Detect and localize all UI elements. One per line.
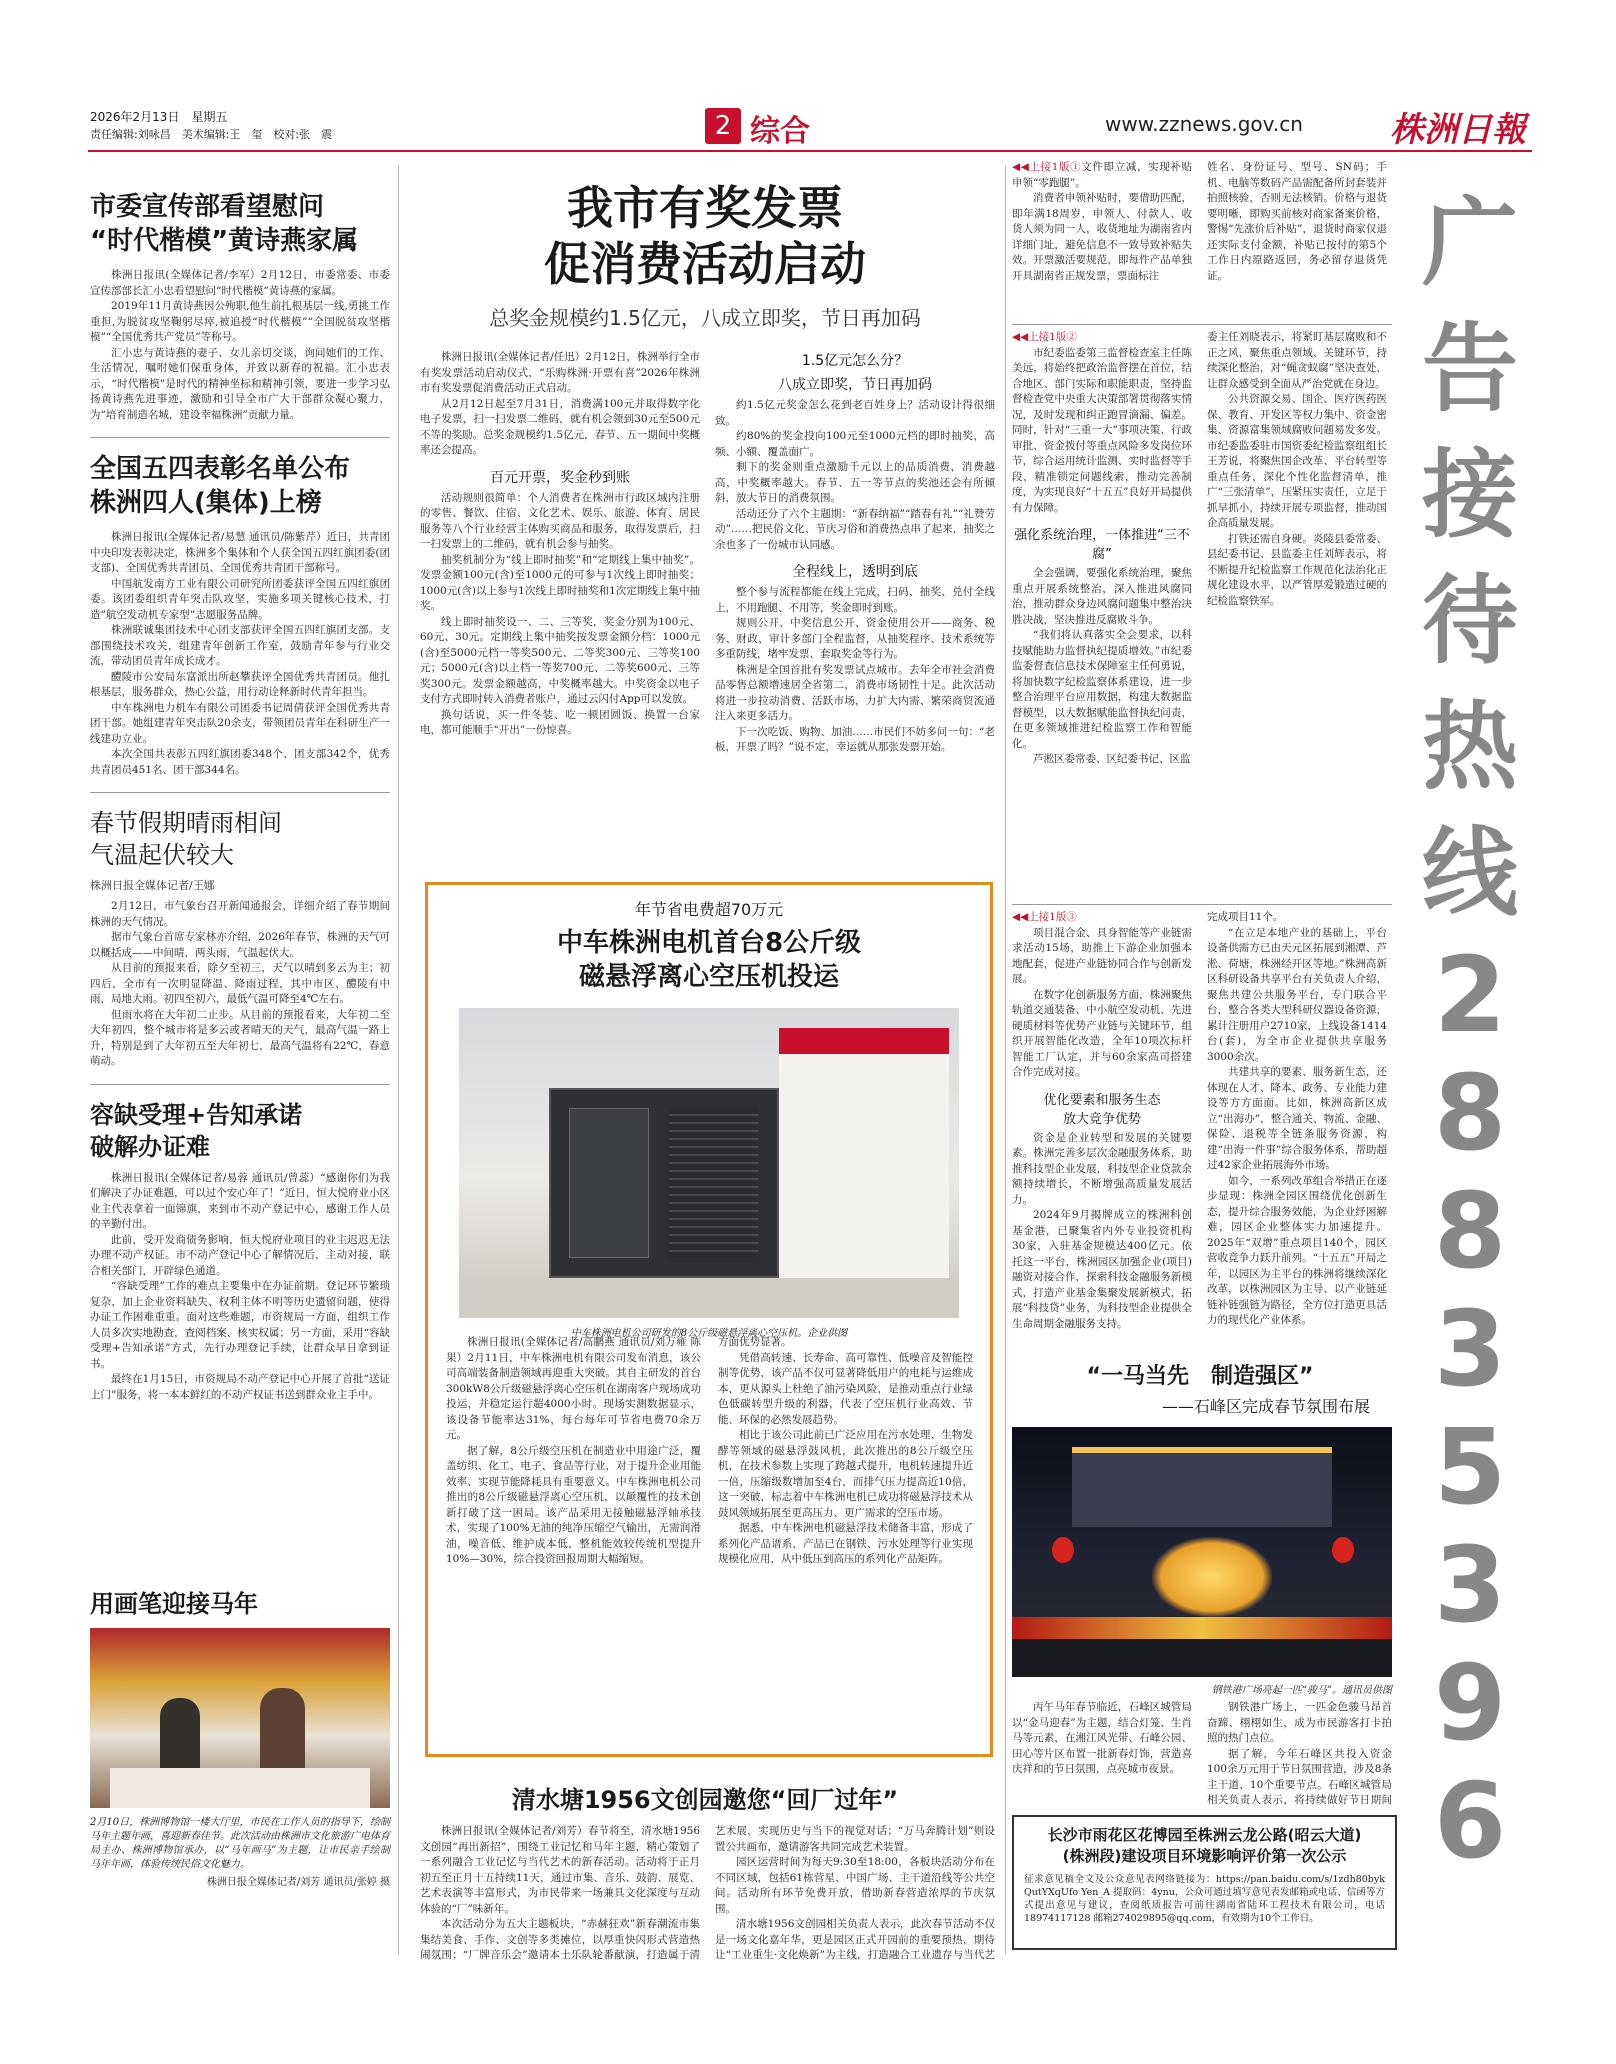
article-body bbox=[90, 899, 390, 1070]
divider bbox=[1012, 324, 1392, 325]
ad-character: 广 bbox=[1422, 187, 1518, 299]
paragraph: 本次活动分为五大主题板块，“赤赫狂欢”新春潮流市集集结美食、手作、文创等多类摊位，以厚重快闪形式营造热闹氛围；“厂牌音乐会”邀请本土乐队轮番献演，打造属于清 bbox=[420, 1918, 700, 1960]
boxed-headline: 磁悬浮离心空压机投运 bbox=[578, 962, 839, 992]
paragraph: 共建共享的要素、服务新生态，还体现在人才、降本、政务、专业能力建设等方方面面。比如，株洲高新区成立“出海办”，整合通关、物流、金融、保险、退税等全链条服务资源，构建“出海一件事”综合服务体系，帮助超过42家企业拓展海外市场。 bbox=[1207, 1066, 1387, 1171]
column bbox=[1012, 1700, 1192, 1778]
paragraph: 完成项目11个。 bbox=[1207, 911, 1284, 923]
ad-character: 3 bbox=[1433, 1288, 1507, 1410]
continuation-discipline bbox=[1012, 330, 1392, 900]
continuation-industry bbox=[1012, 910, 1392, 1350]
compressor-photo bbox=[459, 1008, 959, 1318]
public-notice-box bbox=[1012, 1815, 1397, 1950]
paragraph: 资金是企业转型和发展的关键要素。株洲完善多层次金融服务体系，助推科技型企业发展，科技型企业贷款余额持续增长，不断增强高质量发展活力。 bbox=[1012, 1131, 1192, 1206]
paragraph: 凭借高转速、长寿命、高可靠性、低噪音及智能控制等优势，该产品不仅可显著降低用户的电耗与运维成本，更从源头上杜绝了油污染风险，是推动重点行业绿色低碳转型升级的利器，代表了空压机行业高效、节能、环保的必然发展趋势。 bbox=[718, 1351, 973, 1426]
paragraph: 中车株洲电力机车有限公司团委书记周倩获评全国优秀共青团干部。她组建青年突击队20余支，带领团员青年在科研生产一线建功立业。 bbox=[90, 701, 390, 745]
header-rule bbox=[88, 150, 1532, 152]
article-may-fourth-awards bbox=[90, 452, 390, 778]
article-spring-weather bbox=[90, 807, 390, 1070]
paragraph: 抽奖机制分为“线上即时抽奖”和“定期线上集中抽奖”。发票金额100元(含)至1000元的可参与1次线上即时抽奖；1000元(含)以上参与1次线上即时抽奖和1次定期线上集中抽奖。 bbox=[420, 553, 700, 612]
article-propaganda-visit bbox=[90, 190, 390, 423]
kicker: 年节省电费超70万元 bbox=[634, 900, 784, 919]
booth-panel bbox=[779, 1028, 949, 1298]
subheading: 优化要素和服务生态 bbox=[1043, 1092, 1161, 1108]
advertising-hotline bbox=[1410, 180, 1530, 1950]
main-story bbox=[410, 160, 1000, 850]
column bbox=[1012, 910, 1192, 1332]
paragraph: 艺术展，实现历史与当下的视觉对话；“万马奔腾计划”则设置公共画布，邀请游客共同完成艺术装置。 bbox=[715, 1825, 995, 1853]
headline: 容缺受理+告知承诺 bbox=[90, 1100, 303, 1129]
paragraph: 据悉，中车株洲电机磁悬浮技术储备丰富，形成了系列化产品谱系，产品已在钢铁、污水处理等行业实现规模化应用，从中低压到高压的系列化产品矩阵。 bbox=[718, 1522, 973, 1565]
photo-table bbox=[110, 1768, 370, 1808]
ad-character: 线 bbox=[1422, 817, 1518, 929]
headline: “时代楷模”黄诗燕家属 bbox=[90, 226, 359, 256]
bottom-story bbox=[410, 1760, 1000, 1960]
paragraph: 市纪委监委第三监督检查室主任陈美远，将始终把政治监督摆在首位，结合地区、部门实际和职能职责，坚持监督检查党中央重大决策部署贯彻落实情况，及时发现和纠正跑冒滴漏、偏差。同时，针对“三重一大”事项决策、行政审批、资金拨付等重点风险多发岗位环节，综合运用统计监测、实时监督等手段，精准锁定问题线索，推动完善制度，为实现良好“十五五”良好开局提供有力保障。 bbox=[1012, 346, 1192, 514]
jump-marker[interactable]: ◀◀上接1版③ bbox=[1012, 911, 1077, 923]
plaza-floor bbox=[1012, 1639, 1392, 1677]
photo-caption: 钢铁港广场亮起一匹“骏马”。通讯员供图 bbox=[1211, 1685, 1392, 1696]
lantern bbox=[1052, 1537, 1074, 1563]
paragraph: 汇小忠与黄诗燕的妻子、女儿亲切交谈，询问她们的工作、生活情况，嘱咐她们保重身体，并致以新春的祝福。汇小忠表示，“时代楷模”是时代的精神坐标和精神引领，要进一步学习弘扬黄诗燕先进事迹，激励和引导全市广大干部群众凝心聚力，为“培育制造名城，建设幸福株洲”贡献力量。 bbox=[90, 346, 390, 421]
compressor-panel bbox=[669, 1108, 759, 1258]
ad-character: 8 bbox=[1433, 1052, 1507, 1174]
paragraph: 醴陵市公安局东富派出所赵攀获评全国优秀共青团员。他扎根基层，服务群众，热心公益，用行动诠释新时代青年担当。 bbox=[90, 670, 390, 698]
byline: 株洲日报全媒体记者/王娜 bbox=[90, 879, 215, 892]
paragraph: 从2月12日起至7月31日，消费满100元并取得数字化电子发票，扫一扫发票二维码，就有机会领到30元至500元不等的奖励。总奖金规模约1.5亿元，春节、五一期间中奖概率还会提高。 bbox=[420, 397, 700, 456]
painting-photo bbox=[90, 1628, 390, 1808]
compressor-panel bbox=[569, 1108, 649, 1258]
paragraph: 打铁还需自身硬。炎陵县委常委、县纪委书记、县监委主任刘辉表示，将不断提升纪检监察工作规范化法治化正规化建设水平，以严管厚爱锻造过硬的纪检监察铁军。 bbox=[1207, 532, 1387, 607]
ad-character: 告 bbox=[1422, 313, 1518, 425]
ad-character: 6 bbox=[1433, 1760, 1507, 1882]
ad-character: 3 bbox=[1433, 1524, 1507, 1646]
headline: 用画笔迎接马年 bbox=[90, 1590, 258, 1618]
jump-marker[interactable]: ◀◀上接1版② bbox=[1012, 331, 1077, 343]
column bbox=[1207, 910, 1387, 1329]
article-body bbox=[90, 268, 390, 423]
paragraph: 下一次吃饭、购物、加油……市民们不妨多问一句：“老板，开票了吗？”说不定，幸运就从那张发票开始。 bbox=[715, 725, 995, 753]
website-link[interactable]: www.zznews.gov.cn bbox=[1105, 112, 1303, 136]
paragraph: 换句话说，买一件冬装、吃一顿团圆饭、换置一台家电，都可能顺手“开出”一份惊喜。 bbox=[420, 708, 700, 736]
paragraph: 清水塘1956文创园相关负责人表示，此次春节活动不仅是一场文化嘉年华，更是园区正式开园前的重要预热，期待让“工业重生·文化焕新”为主线，打造融合工业遗存与当代艺 bbox=[715, 1918, 995, 1960]
paragraph: 约80%的奖金投向100元至1000元档的即时抽奖，高频、小额、覆盖面广。 bbox=[715, 430, 995, 458]
main-col-2 bbox=[715, 350, 995, 756]
building-glow bbox=[1072, 1447, 1332, 1527]
paragraph: 株洲联诚集团技术中心团支部获评全国五四红旗团支部。支部围绕技术攻关，组建青年创新工作室，鼓励青年参与行业交流，带动团员青年成长成才。 bbox=[90, 624, 390, 667]
paragraph: 方面优势显著。 bbox=[718, 1336, 792, 1348]
paragraph: 相比于该公司此前已广泛应用在污水处理、生物发酵等领域的磁悬浮鼓风机，此次推出的8公斤级空压机，在技术参数上实现了跨越式提升，电机转速提升近一倍，压缩级数增加至4台，而排气压力提高近10倍，这一突破，标志着中车株洲电机已成功将磁悬浮技术从鼓风领域拓展至更高压力、更广需求的空压市场。 bbox=[718, 1429, 973, 1519]
masthead-logo: 株洲日報 bbox=[1390, 110, 1526, 150]
bottom-col-2 bbox=[715, 1824, 995, 1960]
jump-marker[interactable]: ◀◀上接1版① bbox=[1012, 161, 1082, 173]
section-name: 综合 bbox=[750, 114, 810, 149]
paragraph: 据市气象台首席专家林亦介绍，2026年春节，株洲的天气可以概括成——中间晴，两头雨，气温起伏大。 bbox=[90, 931, 390, 959]
bottom-headline: 清水塘1956文创园邀您“回厂过年” bbox=[511, 1786, 899, 1814]
headline: 株洲四人(集体)上榜 bbox=[90, 488, 322, 518]
paragraph: 本次全国共表彰五四红旗团委348个、团支部342个，优秀共青团员451名、团干部344名。 bbox=[90, 748, 390, 776]
column-rule bbox=[398, 165, 399, 1955]
article-horse-display bbox=[1000, 1355, 1400, 1805]
main-subheadline: 总奖金规模约1.5亿元，八成立即奖，节日再加码 bbox=[489, 306, 921, 330]
issue-date: 2026年2月13日 星期五 bbox=[90, 110, 228, 124]
paragraph: 丙午马年春节临近，石峰区城管局以“金马迎春”为主题，结合灯笼、生肖马等元素，在湘江风光带、石峰公园、田心等片区布置一批新春灯饰，营造喜庆祥和的节日氛围，点亮城市夜景。 bbox=[1012, 1701, 1192, 1775]
headline: 市委宣传部看望慰问 bbox=[90, 192, 325, 222]
paragraph: 从目前的预报来看，除夕至初三，天气以晴到多云为主；初四后，全市有一次明显降温、降雨过程，其中市区、醴陵有中雨，局地大雨。初四至初六，最低气温可降至4℃左右。 bbox=[90, 962, 390, 1005]
page-number: 2 bbox=[714, 111, 732, 141]
column bbox=[1012, 160, 1192, 284]
ad-character: 2 bbox=[1433, 934, 1507, 1056]
paragraph: 活动规则很简单：个人消费者在株洲市行政区域内注册的零售、餐饮、住宿、文化艺术、娱乐、旅游、体育、居民服务等八个行业经营主体购买商品和服务，取得发票后，扫一扫发票上的二维码，就有机会参与抽奖。 bbox=[420, 491, 700, 550]
lantern bbox=[1332, 1537, 1354, 1563]
column bbox=[1207, 1700, 1392, 1805]
paragraph: 消费者申领补贴时，要借助匹配，即年满18周岁，申领人、付款人、收货人须为同一人，收货地址为湖南省内详细门址，避免信息不一致导致补贴失效。开票激活要规范，即每件产品单独开具湖南省正规发票，票面标注 bbox=[1012, 192, 1192, 282]
paragraph bbox=[1012, 160, 1192, 191]
article-body bbox=[90, 530, 390, 778]
ad-character: 8 bbox=[1433, 1170, 1507, 1292]
headline: 破解办证难 bbox=[90, 1132, 210, 1161]
boxed-headline: 中车株洲电机首台8公斤级 bbox=[556, 928, 862, 958]
headline: 气温起伏较大 bbox=[90, 841, 234, 869]
page-number-badge bbox=[705, 108, 741, 144]
paragraph bbox=[1012, 330, 1192, 346]
subheading: 强化系统治理，一体推进“三不腐” bbox=[1014, 528, 1190, 562]
notice-title: 长沙市雨花区花博园至株洲云龙公路(昭云大道) bbox=[1047, 1826, 1362, 1844]
paragraph: “容缺受理”工作的难点主要集中在办证前期。登记环节繁琐复杂，加上企业资料缺失、权利主体不明等历史遗留问题，使得办证工作困难重重。面对这些难题，市资规局一方面，组织工作人员多次实地勘查，查阅档案、核实权属；另一方面，采用“容缺受理+告知承诺”方式，先行办理登记手续，让群众早日拿到证书。 bbox=[90, 1280, 390, 1370]
paragraph: 2024年9月揭牌成立的株洲科创基金港，已聚集省内外专业投资机构30家，入驻基金规模达400亿元。依托这一平台，株洲园区加强企业(项目)融资对接合作，探索科技金融服务新模式，打造产业基金集聚发展新模式，拓展“科技贷”业务，为科技型企业提供全生命周期金融服务支持。 bbox=[1012, 1209, 1192, 1330]
subheading: 全程线上，透明到底 bbox=[792, 564, 918, 580]
article-certificate bbox=[90, 1099, 390, 1404]
paragraph: 姓名、身份证号、型号、SN码；手机、电脑等数码产品需配备所封套装并拍照核验，否则无法核销。价格与退货要明晰，即购买前核对商家备案价格，警惕“先涨价后补贴”，退货时商家仅退还实际支付金额，补贴已按付的第5个工作日内原路返回，务必留存退货凭证。 bbox=[1207, 161, 1387, 282]
photo-caption: 2月10日，株洲博物馆一楼大厅里，市民在工作人员的指导下，绘制马年主题年画，喜迎新春佳节。此次活动由株洲市文化旅游广电体育局主办、株洲博物馆承办，以“马年画马”为主题，让市民亲手绘制马年年画，体验传统民俗文化魅力。 bbox=[90, 1817, 390, 1870]
paragraph: 中国航发南方工业有限公司研究所团委获评全国五四红旗团委。该团委组织青年突击队攻坚，实施多项关键核心技术，打造“航空发动机专家型”志愿服务品牌。 bbox=[90, 577, 390, 621]
column bbox=[1012, 330, 1192, 768]
ad-character: 接 bbox=[1422, 439, 1518, 551]
column bbox=[1207, 330, 1387, 609]
golden-horse bbox=[1152, 1537, 1272, 1617]
column bbox=[1207, 160, 1387, 284]
paragraph: 委主任刘晓表示，将紧盯基层腐败和不正之风，聚焦重点领域、关键环节，持续深化整治，对“蝇贪蚁腐”坚决查处，让群众感受到全面从严治党就在身边。 bbox=[1207, 331, 1387, 390]
floor bbox=[459, 1278, 959, 1318]
paragraph: 最终在1月15日，市资规局不动产登记中心开展了首批“送证上门”服务，将一本本鲜红的不动产权证书送到群众业主手中。 bbox=[90, 1373, 390, 1401]
boxed-col-2 bbox=[718, 1335, 973, 1568]
subheading: 1.5亿元怎么分？ bbox=[801, 353, 909, 369]
ad-character: 热 bbox=[1422, 691, 1518, 803]
horse-photo bbox=[1012, 1427, 1392, 1677]
header bbox=[90, 100, 1530, 150]
subheading: 八成立即奖，节日再加码 bbox=[778, 377, 932, 393]
jump-text: 文件即立减，实现补贴申领“零跑腿”。 bbox=[1012, 161, 1192, 189]
paragraph: 据了解，今年石峰区共投入资金100余万元用于节日氛围营造，涉及8条主干道、10个重要节点。石峰区城管局相关负责人表示，将持续做好节日期间 bbox=[1207, 1747, 1392, 1805]
notice-title: (株洲段)建设项目环境影响评价第一次公示 bbox=[1062, 1847, 1347, 1865]
ad-character: 5 bbox=[1433, 1406, 1507, 1528]
paragraph bbox=[1012, 910, 1192, 926]
paragraph: 2月12日，市气象台召开新闻通报会，详细介绍了春节期间株洲的天气情况。 bbox=[90, 900, 390, 928]
paragraph: 株洲日报讯(全媒体记者/高鹏燕 通讯员/刘万雍 陈果）2月11日，中车株洲电机有限公司发布消息，该公司高端装备制造领域再迎重大突破。其自主研发的首台300kW8公斤级磁悬浮离心空压机在湖南客户现场成功投运，并稳定运行超4000小时。现场实测数据显示，该设备节能率达31%，每台每年可节省电费70余万元。 bbox=[446, 1336, 701, 1441]
notice-body: 征求意见稿全文及公众意见表网络链接为：https://pan.baidu.com/s/1zdh80byk QutYXqUfo Yen_A 提取码：4ynu，公众可通过填写意见表发邮箱或电话、信函等方式提出意见与建议，查阅纸质报告可前往湖南省陆环工程技术有限公司，电话18974117128 邮箱274029895@qq.com，有效期为10个工作日。 bbox=[1024, 1874, 1385, 1924]
ad-character: 9 bbox=[1433, 1642, 1507, 1764]
paragraph: 株洲日报讯(全媒体记者/易蓉 通讯员/曾蕊）“感谢你们为我们解决了办证难题，可以过个安心年了！”近日，恒大悦府业小区业主代表拿着一面锦旗，来到市不动产登记中心，感谢工作人员的辛勤付出。 bbox=[90, 1171, 390, 1230]
main-col-1 bbox=[420, 350, 700, 739]
photo-credit: 株洲日报全媒体记者/刘芳 通讯员/张婷 摄 bbox=[206, 1877, 390, 1888]
headline: 全国五四表彰名单公布 bbox=[90, 454, 351, 484]
bottom-col-1 bbox=[420, 1824, 700, 1960]
paragraph: 整个参与流程都能在线上完成，扫码、抽奖、兑付全线上，不用跑腿、不用等，奖金即时到账。 bbox=[715, 586, 995, 614]
continuation-subsidy bbox=[1012, 160, 1392, 320]
paragraph: 剩下的奖金则重点激励千元以上的品质消费，消费越高，中奖概率越大。春节、五一等节点的奖池还会有所倾斜，放大节日的消费氛围。 bbox=[715, 461, 995, 504]
subheading: 百元开票，奖金秒到账 bbox=[490, 469, 630, 486]
paragraph: 全会强调，要强化系统治理，聚焦重点开展系统整治，深入推进风腐同治，推动群众身边风腐问题集中整治决胜决战，坚决推进反腐败斗争。 bbox=[1012, 567, 1192, 626]
paragraph: 园区运营时间为每天9:30至18:00，各板块活动分布在不同区域，包括61栋营星、中国广场、主干道沿线等公共空间。活动所有环节免费开放，借助新春营造浓厚的节庆氛围。 bbox=[715, 1856, 995, 1915]
article-body bbox=[90, 1171, 390, 1404]
paragraph: 芦淞区委常委、区纪委书记、区监 bbox=[1033, 753, 1191, 765]
divider bbox=[1012, 904, 1392, 905]
paragraph: 钢铁港广场上，一匹金色骏马昂首奋蹄、栩栩如生，成为市民游客打卡拍照的热门点位。 bbox=[1207, 1701, 1392, 1744]
paragraph: “在立足本地产业的基础上，平台设备供需方已由天元区拓展到湘潭、芦淞、荷塘，株洲经开区等地。”株洲高新区科研设备共享平台有关负责人介绍，聚焦共建公共服务平台，专门联合平台，整合各类大型科研仪器设备资源，累计注册用户2710家，上线设备1414台(套)，为全市企业提供共享服务3000余次。 bbox=[1207, 926, 1387, 1063]
main-headline: 我市有奖发票 bbox=[567, 181, 843, 235]
editor-credits: 责任编辑:刘咏昌 美术编辑:王 玺 校对:张 震 bbox=[90, 128, 333, 141]
paragraph: “我们将认真落实全会要求，以科技赋能助力监督执纪提质增效。”市纪委监委督查信息技术保障室主任何勇说，将加快数字纪检监察体系建设，进一步整合治理平台应用数据，构建大数据监督模型，以大数据赋能监督执纪问责，在更多领域推进纪检监察工作和智能化。 bbox=[1012, 629, 1192, 750]
divider bbox=[90, 792, 390, 793]
paragraph: 活动还分了六个主题期：“新春纳福”“踏春有礼”“礼赞劳动”……把民俗文化、节庆习俗和消费热点串了起来，抽奖之余也多了一份城市认同感。 bbox=[715, 507, 995, 551]
paragraph: 公共资源交易、国企、医疗医药医保、教育、开发区等权力集中、资金密集、资源富集领域腐败问题易发多发。市纪委监委驻市国资委纪检监察组组长王芳说，将聚焦国企改革、平台转型等重点任务，深化个性化监督清单，推广“三张清单”，压紧压实责任，立足于抓早抓小，持续开展专项监督，推动国企高质量发展。 bbox=[1207, 393, 1387, 529]
boxed-col-1 bbox=[446, 1335, 701, 1568]
paragraph: 项目混合金、具身智能等产业链需求活动15场，助推上下游企业加强本地配套，促进产业链协同合作与创新发展。 bbox=[1012, 926, 1192, 985]
paragraph: 但雨水将在大年初二止步。从目前的预报看来，大年初二至大年初四，整个城市将是多云或者晴天的天气，最高气温一路上升，特别是到了大年初五至大年初七，最高气温将有22℃，春意萌动。 bbox=[90, 1008, 390, 1067]
paragraph: 2019年11月黄诗燕因公殉职,他生前扎根基层一线,勇挑工作重担,为脱贫攻坚鞠躬尽瘁,被追授“时代楷模”“全国脱贫攻坚楷模”“全国优秀共产党员”等称号。 bbox=[90, 300, 390, 343]
paragraph: 约1.5亿元奖金怎么花到老百姓身上？活动设计得很细致。 bbox=[715, 399, 995, 427]
paragraph: 株洲日报讯(全媒体记者/刘芳）春节将至，清水塘1956文创园“再出新招”，围绕工业记忆和马年主题，精心策划了一系列融合工业记忆与当代艺术的新春活动。活动将于正月初五至正月十五持续11天，通过市集、音乐、鼓韵、展览、艺术表演等丰富形式，为市民带来一场兼具文化深度与互动体验的“厂”味新年。 bbox=[420, 1825, 700, 1915]
boxed-story bbox=[425, 882, 993, 1757]
paragraph: 株洲日报讯(全媒体记者/李军）2月12日，市委常委、市委宣传部部长汇小忠看望慰问“时代楷模”黄诗燕的家属。 bbox=[90, 269, 390, 297]
article-painting bbox=[90, 1580, 390, 1950]
divider bbox=[90, 1084, 390, 1085]
ad-text-column bbox=[1410, 180, 1530, 1880]
photo-headline: “一马当先 制造强区” bbox=[1086, 1364, 1314, 1389]
paragraph: 株洲是全国首批有奖发票试点城市。去年全市社会消费品零售总额增速居全省第二，消费市场韧性十足。此次活动将进一步拉动消费、活跃市场，力扩大内需、繁荣商贸流通注入来更多活力。 bbox=[715, 663, 995, 722]
paragraph: 株洲日报讯(全媒体记者/任迅）2月12日，株洲举行全市有奖发票活动启动仪式，“乐购株洲·开票有喜”2026年株洲市有奖发票促消费活动正式启动。 bbox=[420, 351, 700, 394]
paragraph: 株洲日报讯(全媒体记者/易慧 通讯员/陈紫芹）近日，共青团中央印发表彰决定，株洲多个集体和个人获全国五四红旗团委(团支部)、全国优秀共青团员、全国优秀共青团干部称号。 bbox=[90, 531, 390, 574]
paragraph: 如今，一系列改革组合举措正在逐步显现：株洲全园区围绕优化创新生态，提升综合服务效能，为企业纾困解难，园区企业整体实力加速提升。2025年“双增”重点项目140个，园区营收竞争力跃升前列。“十五五”开局之年，以园区为主平台的株洲将继续深化改革，以株洲园区为主导、以产业链延链补链强链为路径，全方位打造更具活力的现代化产业体系。 bbox=[1207, 1174, 1387, 1326]
main-headline: 促消费活动启动 bbox=[544, 237, 866, 291]
ad-character: 待 bbox=[1422, 565, 1518, 677]
paragraph: 此前，受开发商债务影响，恒大悦府业项目的业主迟迟无法办理不动产权证。市不动产登记中心了解情况后，主动对接，联合相关部门，开辟绿色通道。 bbox=[90, 1233, 390, 1277]
photo-caption: 中车株洲电机公司研发的8公斤级磁悬浮离心空压机。企业供图 bbox=[570, 1328, 848, 1339]
paragraph: 据了解，8公斤级空压机在制造业中用途广泛，覆盖纺织、化工、电子、食品等行业，对于提升企业用能效率、实现节能降耗具有重要意义。中车株洲电机公司推出的8公斤级磁悬浮离心空压机，以颠覆性的技术创新打破了这一困局。该产品采用无接触磁悬浮轴承技术，实现了100%无油的纯净压缩空气输出，无需润滑油，噪音低、维护成本低，整机能效较传统机型提升10%—30%，综合投资回报周期大幅缩短。 bbox=[446, 1444, 701, 1565]
paragraph: 规则公开、中奖信息公开、资金使用公开——商务、税务、财政、审计多部门全程监督，从抽奖程序、技术系统等多重防线，堵牢发票、套取奖金等行为。 bbox=[715, 617, 995, 660]
divider bbox=[90, 437, 390, 438]
subheading: 放大竞争优势 bbox=[1062, 1111, 1141, 1127]
headline: 春节假期晴雨相间 bbox=[90, 809, 282, 837]
paragraph: 线上即时抽奖设一、二、三等奖，奖金分别为100元、60元、30元。定期线上集中抽奖按发票金额分档：1000元(含)至5000元档一等奖500元、二等奖300元、三等奖100元；5000元(含)以上档一等奖700元、二等奖600元、三等奖300元。发票金额越高，中奖概率越大。中奖资金以电子支付方式即时转入消费者账户，通过云闪付App可以发放。 bbox=[420, 615, 700, 705]
light-banner bbox=[1012, 1617, 1392, 1639]
paragraph: 在数字化创新服务方面，株洲聚焦轨道交通装备、中小航空发动机、先进硬质材料等优势产业链与关键环节，组织开展智能化改造，全年10项次标杆智能工厂认定，并与60余家高司搭建合作完成对接。 bbox=[1012, 988, 1192, 1078]
photo-subheadline: ——石峰区完成春节氛围布展 bbox=[1161, 1397, 1370, 1416]
